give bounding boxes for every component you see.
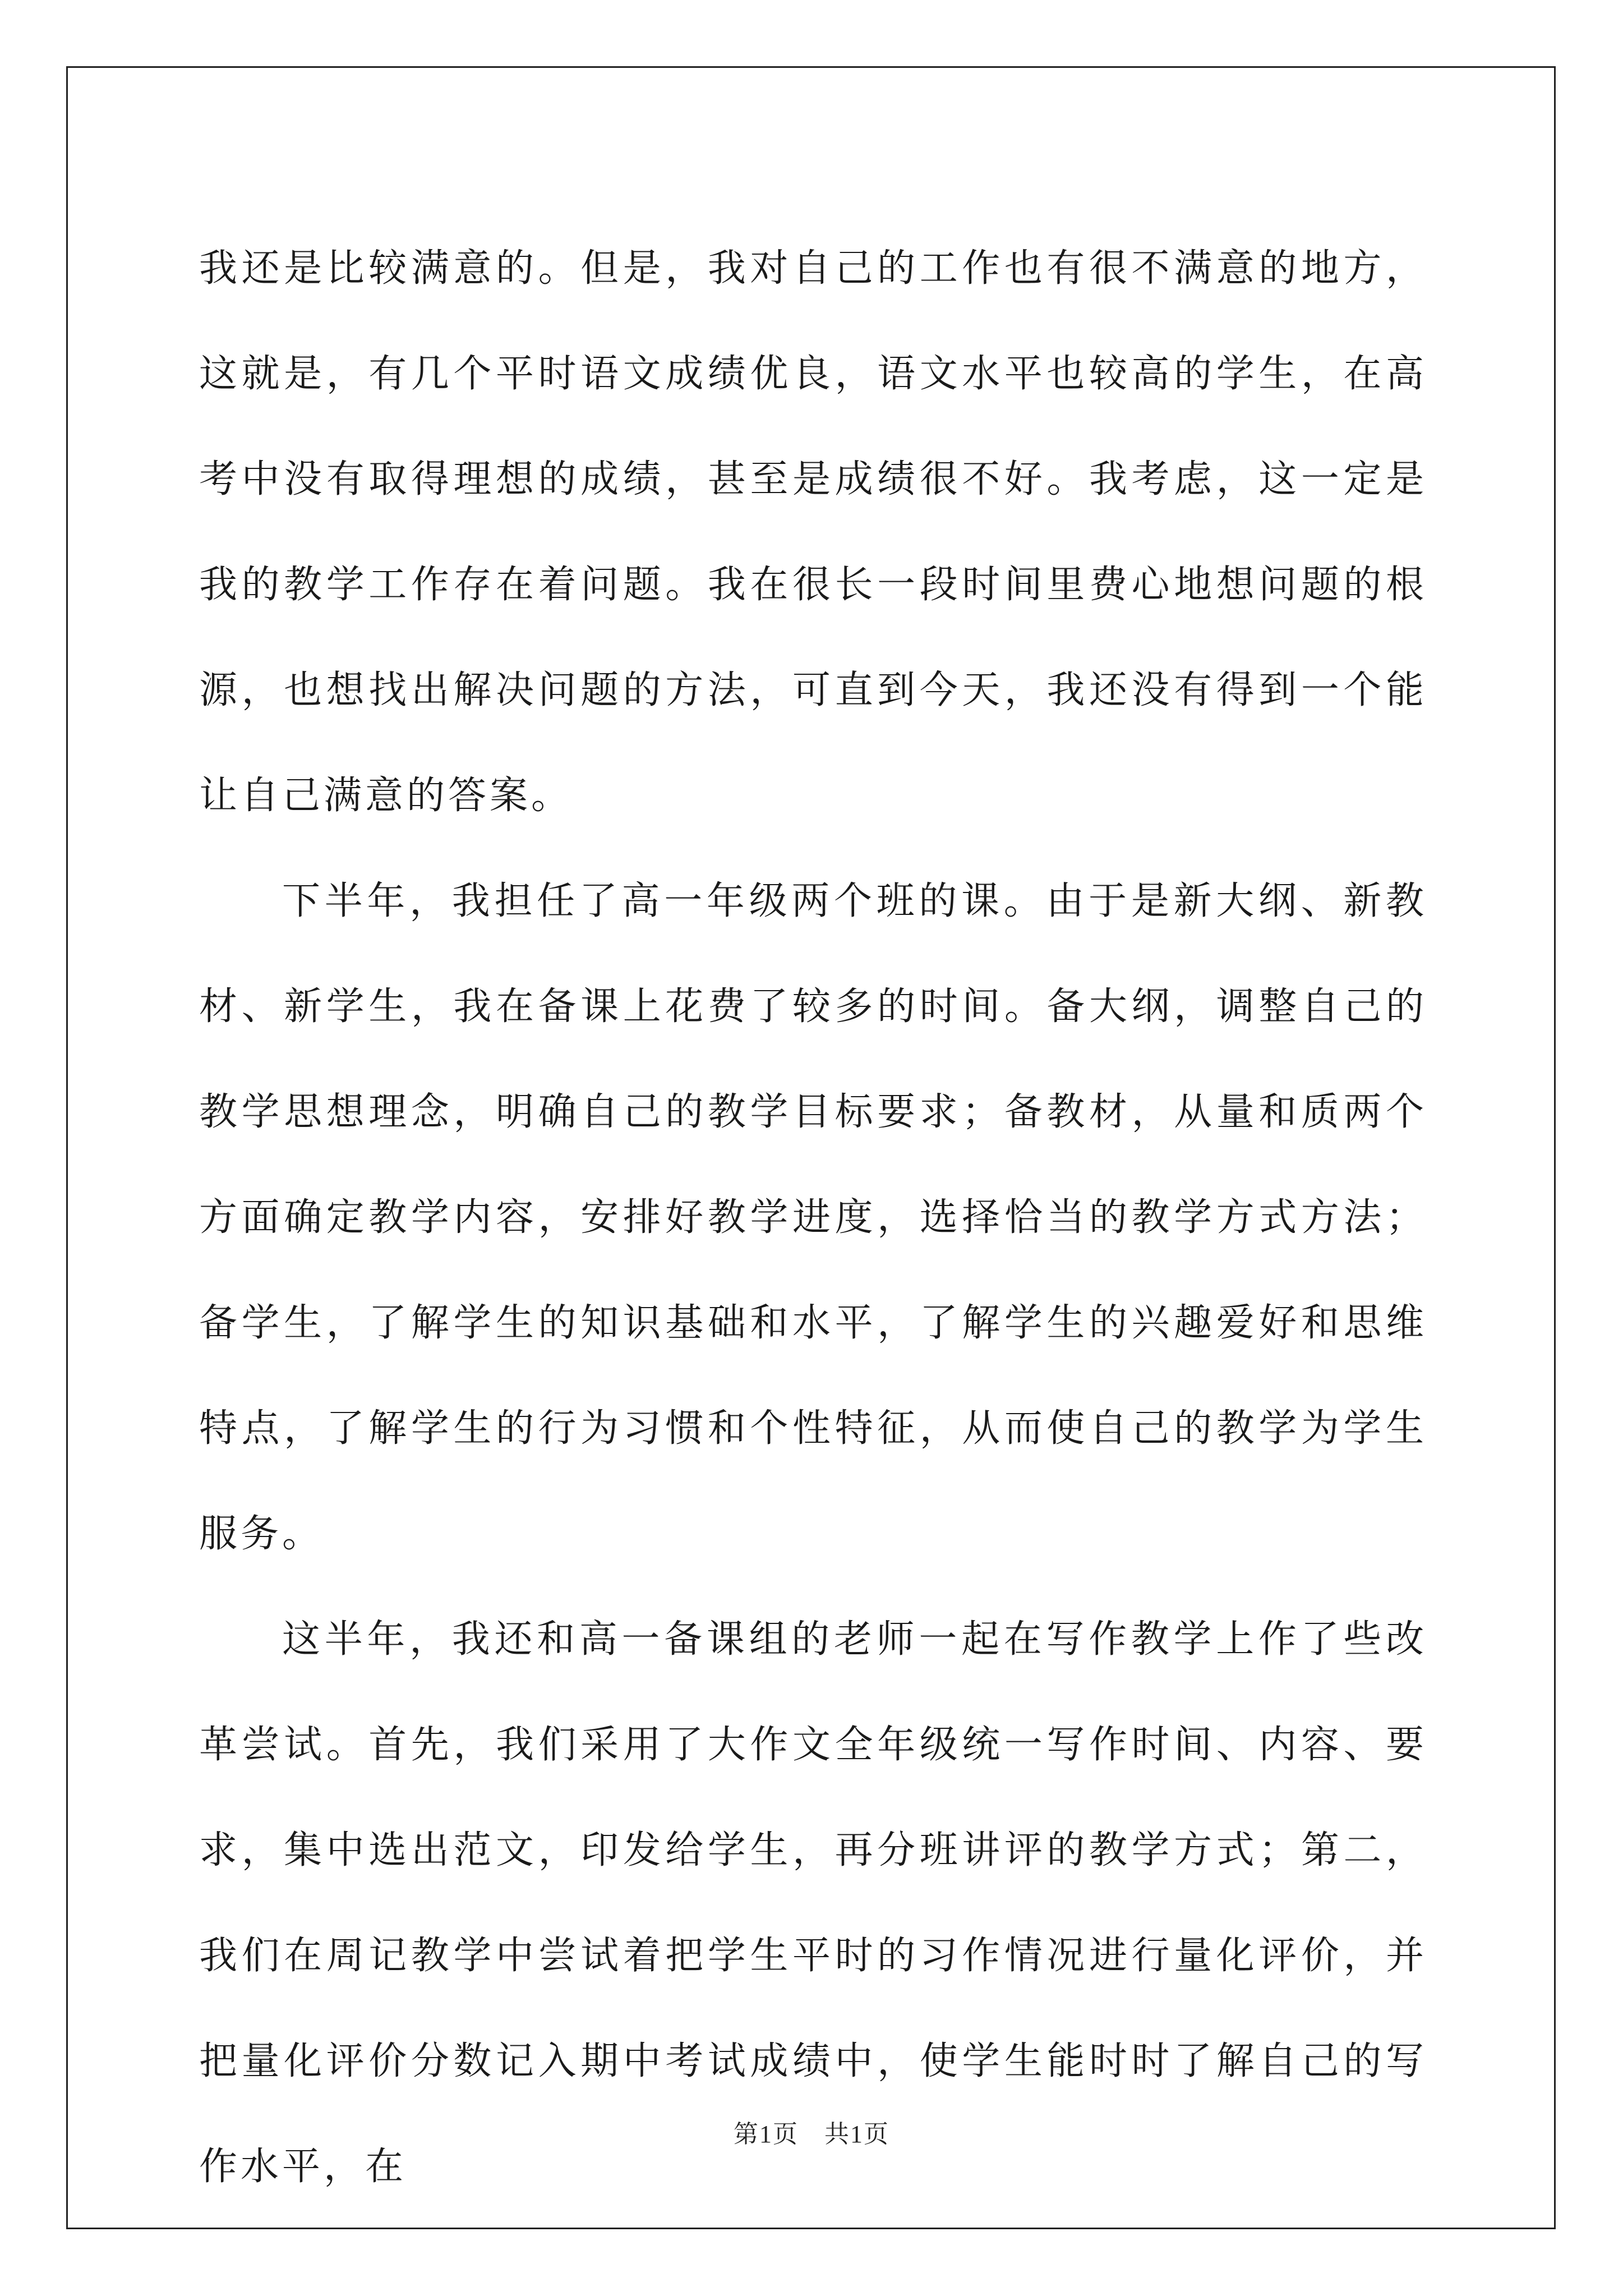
- document-body: [199, 216, 1427, 2220]
- paragraph-3: 这半年，我还和高一备课组的老师一起在写作教学上作了些改革尝试。首先，我们采用了大作文全年级统一写作时间、内容、要求，集中选出范文，印发给学生，再分班讲评的教学方式；第二，我们在周记教学中尝试着把学生平时的习作情况进行量化评价，并把量化评价分数记入期中考试成绩中，使学生能时时了解自己的写作水平，在: [199, 1617, 1427, 2189]
- paragraph-1: 我还是比较满意的。但是，我对自己的工作也有很不满意的地方，这就是，有几个平时语文成绩优良，语文水平也较高的学生，在高考中没有取得理想的成绩，甚至是成绩很不好。我考虑，这一定是我的教学工作存在着问题。我在很长一段时间里费心地想问题的根源，也想找出解决问题的方法，可直到今天，我还没有得到一个能让自己满意的答案。: [199, 246, 1427, 818]
- page-number-footer: 第1页 共1页: [734, 2120, 889, 2148]
- paragraph-2: 下半年，我担任了高一年级两个班的课。由于是新大纲、新教材、新学生，我在备课上花费了较多的时间。备大纲，调整自己的教学思想理念，明确自己的教学目标要求；备教材，从量和质两个方面确定教学内容，安排好教学进度，选择恰当的教学方式方法；备学生，了解学生的知识基础和水平，了解学生的兴趣爱好和思维特点，了解学生的行为习惯和个性特征，从而使自己的教学为学生服务。: [199, 879, 1427, 1556]
